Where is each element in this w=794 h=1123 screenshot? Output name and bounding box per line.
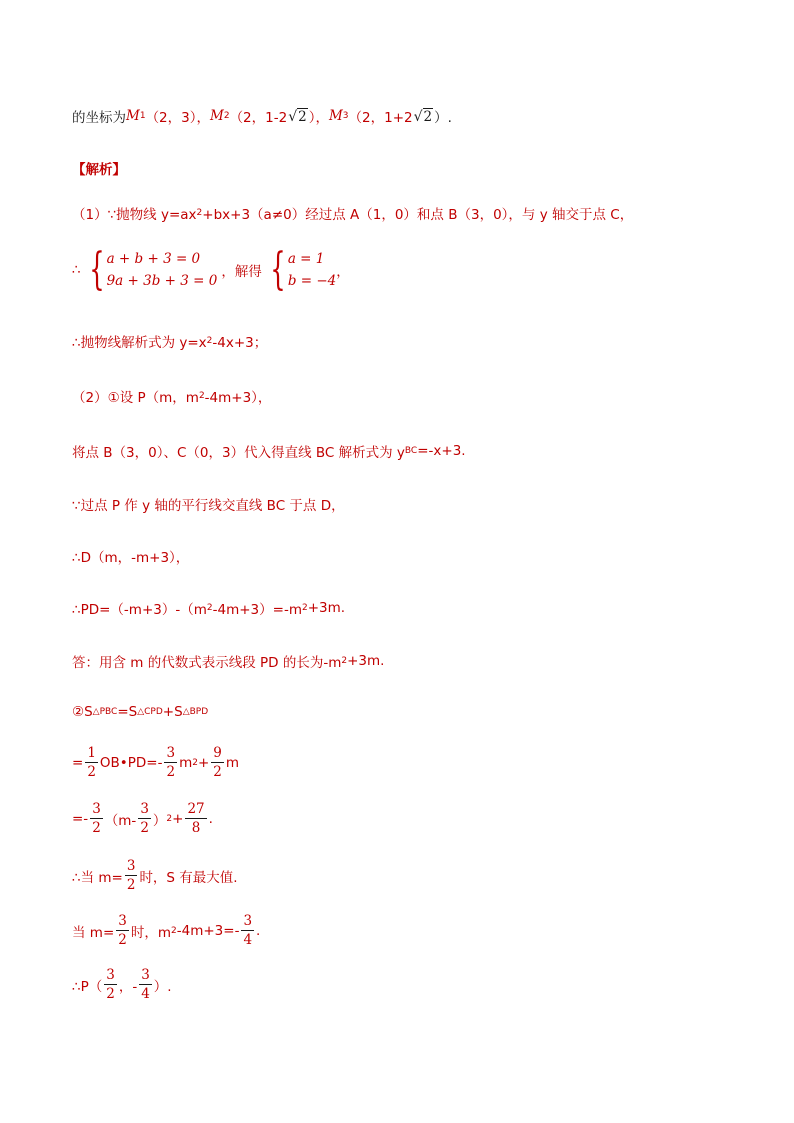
left-brace-icon: { [270,244,286,295]
denominator: 4 [243,932,253,948]
text: 时，m [130,924,172,941]
text: m [225,754,240,771]
denominator: 2 [126,877,136,893]
fraction [241,912,254,949]
part2-set-p: （2）①设 P（m，m 2 -4m+3）， [72,386,271,406]
sqrt-arg: 2 [423,108,433,125]
sqrt-arg: 2 [298,108,307,125]
area-decomposition: ②S △PBC =S △CPD +S △BPD [72,704,209,720]
part1-statement: （1）∵抛物线 y=ax 2 +bx+3（a≠0）经过点 A（1，0）和点 B（3，0），与 y 轴交于点 C， [72,203,633,223]
fraction [139,966,152,1003]
fraction [138,800,151,837]
text: ∵过点 P 作 y 轴的平行线交直线 BC 于点 D， [72,498,345,514]
denominator: 2 [106,986,115,1002]
text: ，解得 [221,264,262,280]
text: 的坐标为 [72,110,126,126]
numerator: 3 [106,967,115,983]
text: m [179,754,193,771]
coord-m2-end: ）， [308,110,329,126]
text: 当 m= [72,924,115,941]
numerator: 3 [141,967,150,983]
numerator: 3 [92,801,101,817]
text: = [72,754,84,771]
text: ）. [153,978,172,995]
answer-coordinates-line: 的坐标为 M 1 （2，3）， M 2 （2，1-2 √ 2 ）， M 3 （2，1+2 √ 2 ）. [72,108,452,126]
text: +3m. [307,600,346,616]
equation-2: 9a + 3b + 3 = 0 [106,273,218,289]
text: （1）∵抛物线 y=ax [72,207,197,223]
solution-a: a = 1 [287,251,325,267]
coord-m3-end: ）. [434,110,452,126]
text: ∴当 m= [72,869,123,886]
text: 时，S 有最大值. [139,869,238,886]
solution-b: b = −4 [287,273,337,289]
equation-system [83,244,218,295]
fraction [104,966,117,1003]
text: =- [72,810,89,827]
numerator: 3 [126,858,136,874]
area-expression: = $\frac{1}{2}$ OB•PD=- $\frac{3}{2}$ m 2 + $\frac{9}{2}$ m [72,745,240,780]
sqrt-expression: √ 2 [413,108,433,125]
point-d [72,546,189,566]
denominator: 2 [140,820,149,836]
text: ∴抛物线解析式为 y=x [72,335,207,351]
equation-system-line [72,244,350,295]
numerator: 3 [166,745,176,761]
line-bc-result: 将点 B（3，0）、C（0，3）代入得直线 BC 解析式为 y BC =-x+3. [72,443,466,461]
text: . [256,922,261,939]
pd-expression: ∴PD=（-m+3）-（m 2 -4m+3）=-m 2 +3m. [72,600,346,618]
vertex-form: =- $\frac{3}{2}$ （m- $\frac{3}{2}$ ） 2 + $\frac{27}{8}$ . [72,801,213,836]
coord-m2-part: （2，1-2 [229,110,288,126]
solution-system [264,244,337,295]
text: + [197,754,210,771]
sqrt-expression: √ 2 [288,108,307,125]
fraction [185,800,206,837]
text: +3m. [347,653,385,669]
max-value-statement [72,857,238,894]
denominator: 4 [141,986,150,1002]
text: +bx+3（a≠0）经过点 A（1，0）和点 B（3，0），与 y 轴交于点 C， [202,207,634,223]
numerator: 3 [243,913,253,929]
text: =-x+3. [417,443,466,459]
value-at-m: 当 m= $\frac{3}{2}$ 时，m 2 -4m+3=- $\frac{3}{4}$ . [72,913,261,948]
denominator: 8 [191,820,201,836]
text: ②S [72,704,93,720]
denominator: 2 [92,820,101,836]
text: 答：用含 m 的代数式表示线段 PD 的长为-m [72,655,342,671]
text: ∴PD=（-m+3）-（m [72,602,207,618]
parabola-result: ∴抛物线解析式为 y=x 2 -4x+3； [72,331,267,351]
text: -4m+3）=-m [212,602,302,618]
text: =S [117,704,138,720]
fraction [90,800,103,837]
numerator: 3 [140,801,149,817]
numerator: 1 [87,745,96,761]
fraction [85,744,98,781]
equation-1: a + b + 3 = 0 [106,251,201,267]
denominator: 2 [118,932,127,948]
therefore-symbol: ∴ [72,262,81,278]
coord-m1: （2，3）， [145,110,210,126]
text: （m- [104,812,137,829]
point-m3: M [328,108,343,124]
text: ） [152,812,167,829]
point-m1: M [126,108,140,124]
numerator: 27 [187,801,205,817]
numerator: 9 [213,745,222,761]
denominator: 2 [213,764,222,780]
fraction [116,912,129,949]
text: -4x+3； [212,335,268,351]
text: -4m+3=- [176,922,240,939]
left-brace-icon: { [88,244,105,295]
text: -4m+3）， [204,390,272,406]
point-m2: M [210,108,224,124]
text: ， [336,264,350,280]
text: ，- [118,978,138,995]
fraction [211,744,224,781]
heading-text: 【解析】 [72,162,126,178]
fraction [125,857,138,894]
fraction [164,744,177,781]
parallel-statement [72,494,345,514]
denominator: 2 [87,764,96,780]
numerator: 3 [118,913,127,929]
solution-heading [72,158,126,178]
text: 将点 B（3，0）、C（0，3）代入得直线 BC 解析式为 y [72,445,405,461]
text: + [172,810,184,827]
pd-answer: 答：用含 m 的代数式表示线段 PD 的长为-m 2 +3m. [72,653,385,671]
text: ∴D（m，-m+3）， [72,550,190,566]
coord-m3-part: （2，1+2 [348,110,413,126]
text: +S [162,704,183,720]
denominator: 2 [166,764,176,780]
text: . [208,810,213,827]
text: OB•PD=- [99,754,163,771]
text: ∴P（ [72,978,103,995]
point-p-result [72,966,172,1003]
text: （2）①设 P（m，m [72,390,199,406]
